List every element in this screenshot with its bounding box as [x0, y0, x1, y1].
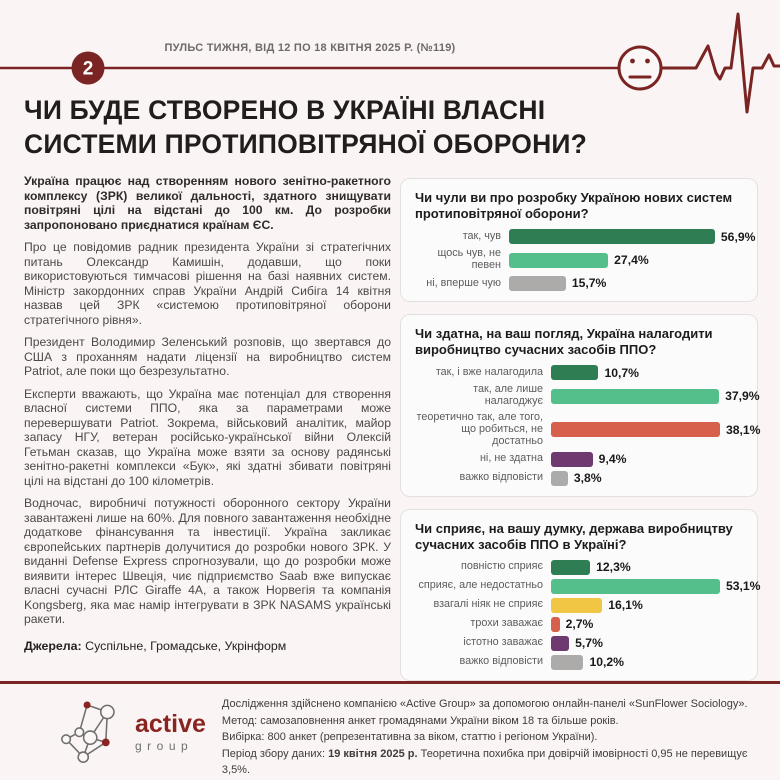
sources-text: Суспільне, Громадське, Укрінформ [81, 638, 287, 653]
bar-value: 37,9% [725, 389, 760, 404]
period-rest: Теоретична похибка при довірчій імовірності 0,95 не перевищує 3,5%. [221, 747, 748, 776]
bar-value: 3,8% [573, 471, 602, 486]
chart-question: Чи сприяє, на вашу думку, держава виробництву сучасних засобів ППО в Україні? [415, 520, 733, 552]
sources-line [24, 639, 391, 653]
bar-value: 15,7% [571, 276, 607, 291]
methodology-line: Вибірка: 800 анкет (репрезентативна за віком, статтю і регіоном України). [221, 731, 598, 743]
bar-track [551, 617, 743, 632]
chart-card-capability [400, 314, 761, 497]
issue-header: ПУЛЬС ТИЖНЯ, ВІД 12 ПО 18 КВІТНЯ 2025 Р. (№119) [164, 42, 456, 54]
logo-wordmark [135, 710, 206, 753]
chart-row [415, 598, 743, 613]
footer [0, 681, 780, 780]
chart-row [415, 383, 760, 408]
chart-row [415, 410, 761, 448]
sources-label: Джерела: [24, 638, 82, 653]
active-group-logo [56, 697, 206, 769]
article-paragraph: Президент Володимир Зеленський розповів, що звертався до США з проханням надати ліцензії на виробництво систем Patriot, але поки що безрезультатно. [24, 335, 391, 379]
bar [509, 276, 566, 291]
article-column [24, 174, 391, 653]
chart-row [415, 655, 743, 670]
methodology-text [222, 696, 760, 779]
bar-track [551, 560, 743, 575]
chart-question: Чи здатна, на ваш погляд, Україна налагодити виробництво сучасних засобів ППО? [415, 325, 713, 358]
bar-category-label: теоретично так, але того, що робиться, не достатньо [416, 410, 543, 447]
bar-category-label: так, але лише налагоджує [473, 383, 543, 408]
bar-category-label: ні, не здатна [479, 452, 543, 465]
chart-row [415, 276, 743, 291]
bar [551, 422, 720, 437]
chart-row [415, 229, 756, 244]
heartbeat-pulse-icon [661, 14, 780, 112]
bar-value: 16,1% [608, 598, 643, 613]
bar [551, 560, 590, 575]
bar-track [551, 579, 761, 594]
bar-category-label: щось чув, не певен [437, 247, 501, 272]
bar-track [551, 365, 743, 380]
bar-value: 53,1% [725, 579, 761, 594]
article-paragraph: Про це повідомив радник президента України зі стратегічних питань Олександр Камишін, додавши, що поки використовуються тимчасові рішення на базі наявних систем. Міністр закордонних справ України Андрій Сибіга 14 квітня назвав цей ЗРК «системою протиповітряної оборони стратегічного рівня». [24, 240, 391, 327]
article-paragraph: Водночас, виробничі потужності оборонного сектору України завантажені лише на 60%. Для повного завантаження необхідне додаткове фінансування та інвестиції. Україна закликає європейських партнерів долучитися до розробки нового ЗРК. У виданні Defense Express спрогнозували, що до розробки може виявити інтерес Швеція, чиє підприємство Saab вже випускає власні сучасні РЛС Giraffe 4A, а також Норвегія та компанія Kongsberg, яка має намір інтегрувати в ЗРК NASAMS українські ракети. [24, 496, 391, 627]
bar [551, 389, 719, 404]
bar-chart [415, 229, 756, 291]
bar-track [509, 229, 756, 244]
methodology-line: Метод: самозаповнення анкет громадянами України віком 18 та більше років. [221, 714, 619, 727]
methodology-line-period [222, 746, 760, 779]
chart-card-state-support [400, 509, 761, 681]
bar-value: 12,3% [596, 560, 631, 575]
page-title: ЧИ БУДЕ СТВОРЕНО В УКРАЇНІ ВЛАСНІ СИСТЕМИ ПРОТИПОВІТРЯНОЇ ОБОРОНИ? [24, 95, 588, 159]
chart-question: Чи чули ви про розробку Україною нових систем протиповітряної оборони? [415, 190, 733, 222]
bar-value: 2,7% [565, 617, 594, 632]
bar-category-label: трохи заважає [470, 617, 543, 630]
chart-row [415, 579, 761, 594]
bar-value: 10,7% [604, 365, 639, 380]
bar-category-label: важко відповісти [459, 655, 543, 668]
bar-track [551, 389, 760, 404]
bar-track [551, 598, 743, 613]
charts-column [400, 178, 761, 681]
bar-category-label: важко відповісти [459, 471, 543, 484]
bar [509, 253, 608, 268]
network-logo-icon [56, 697, 126, 769]
logo-word-active: active [135, 710, 206, 739]
bar-category-label: так, і вже налагодила [435, 365, 543, 378]
bar-category-label: так, чув [462, 229, 501, 242]
bar-track [509, 276, 743, 291]
bar-track [551, 636, 743, 651]
bar [551, 598, 602, 613]
bar-value: 10,2% [589, 655, 625, 670]
bar-track [509, 253, 743, 268]
bar-value: 27,4% [614, 253, 649, 268]
bar-category-label: ні, вперше чую [426, 276, 501, 289]
bar [551, 365, 598, 380]
methodology-line: Дослідження здійснено компанією «Active Group» за допомогою онлайн-панелі «SunFlower Sociology». [221, 698, 748, 710]
chart-row [415, 636, 743, 651]
neutral-face-icon [619, 47, 661, 89]
bar-value: 38,1% [725, 422, 761, 437]
chart-row [415, 365, 743, 380]
period-date: 19 квітня 2025 р. [328, 747, 418, 760]
chart-row [415, 452, 743, 467]
bar-value: 9,4% [598, 452, 627, 467]
bar [551, 579, 720, 594]
page-number: 2 [82, 58, 94, 80]
bar-category-label: повністю сприяє [460, 560, 543, 573]
bar [551, 655, 583, 670]
bar-chart [415, 560, 761, 670]
bar-track [551, 655, 743, 670]
bar-value: 5,7% [575, 636, 603, 651]
bar [551, 471, 568, 486]
bar [551, 617, 560, 632]
chart-card-awareness [400, 178, 758, 302]
bar [551, 636, 569, 651]
bar [509, 229, 715, 244]
bar-track [551, 471, 743, 486]
bar-category-label: сприяє, але недостатньо [418, 579, 543, 592]
logo-word-group: group [135, 738, 194, 753]
article-paragraph: Експерти вважають, що Україна має потенціал для створення власної системи ППО, яка за параметрами може перевершувати Patriot. Зокрема, військовий аналітик, майор запасу НГУ, ветеран російсько-української війни Олексій Гетьман сказав, що Україна може взяти за основу радянські зенітно-ракетні комплекси «Бук», які здатні збивати повітряні цілі на відстані до 100 кілометрів. [24, 386, 391, 488]
bar-chart [415, 365, 761, 486]
bar-category-label: взагалі ніяк не сприяє [433, 598, 543, 611]
bar-track [551, 422, 761, 437]
bar-category-label: істотно заважає [463, 636, 543, 649]
chart-row [415, 471, 743, 486]
chart-row [415, 617, 743, 632]
chart-row [415, 248, 743, 272]
period-prefix: Період збору даних: [221, 747, 329, 760]
bar-track [551, 452, 743, 467]
bar-value: 56,9% [720, 229, 756, 244]
bar [551, 452, 593, 467]
page-number-badge [72, 52, 105, 85]
chart-row [415, 560, 743, 575]
article-paragraph-lead: Україна працює над створенням нового зенітно-ракетного комплексу (ЗРК) великої дальності, здатного знищувати повітряні цілі на відстані до 100 км. До розробки запропоновано приєднатися країнам ЄС. [24, 174, 391, 232]
